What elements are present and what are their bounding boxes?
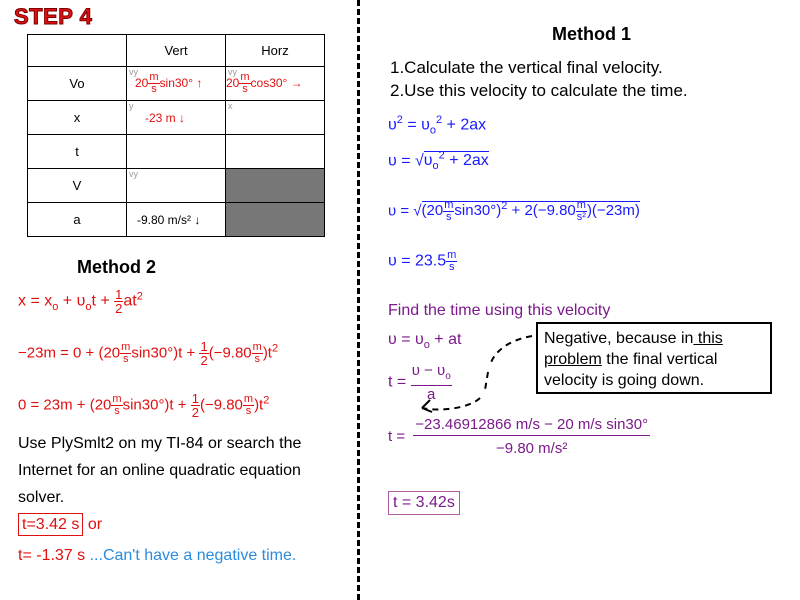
method1-eq5: $\upsilon = \upsilon_o$ + at [388,331,462,352]
method1-eq7: t = $\frac{\text{−23.46912866 m/s − 20 m/s sin30°}}{\text{−9.80 m/s²}}$ [388,416,649,457]
method1-answer: t = 3.42s [388,491,460,515]
x-horz-cell [226,101,325,135]
method1-eq2: $\upsilon = √\upsilon_o^2 + 2ax$ [388,150,489,173]
method2-title: Method 2 [77,257,156,277]
x-vert-value: -23 m ↓ [145,111,186,125]
vo-vert-sub: vy [129,67,138,77]
vo-horz-cell [226,67,325,101]
note-text-pre: Negative, because in [544,330,694,347]
x-vert-sub: y [129,101,134,111]
vo-vert-value: 20 $\frac{m}{s}$ sin30° ↑ [135,71,203,95]
v-vert-sub: vy [129,169,138,179]
a-vert-value: -9.80 m/s² ↓ [137,213,201,227]
method1-eq4: υ = 23.5 $\frac{m}{s}$ [388,249,457,273]
method1-step2: 2.Use this velocity to calculate the time. [390,81,688,100]
method1-eq7-num: −23.46912866 m/s − 20 m/s sin30° [413,416,650,436]
v-horz-cell-shaded [226,169,325,203]
a-vert-cell [127,203,226,237]
method2-answer1: t=3.42 s [18,513,83,536]
row-label-x: x [28,101,127,135]
method1-find-time: Find the time using this velocity [388,302,611,319]
method1-title: Method 1 [552,24,631,44]
header-vert: Vert [127,35,226,67]
vo-vert-cell [127,67,226,101]
method1-step1: 1.Calculate the vertical final velocity. [390,58,663,77]
step-title: STEP 4 [14,4,93,29]
method1-eq3: υ = √(20 $\frac{m}{s}$ sin30°)$^2$ + 2(−9.80 $\frac{m}{\text{s²}}$ )(−23m) [388,199,640,223]
dashed-divider [357,0,360,600]
method1-eq7-den: −9.80 m/s² [496,440,568,457]
note-text-underlined: this problem [544,330,723,368]
row-label-v: V [28,169,127,203]
row-label-vo: Vo [28,67,127,101]
v-vert-cell [127,169,226,203]
row-label-t: t [28,135,127,169]
method2-instructions: Use PlySmlt2 on my TI-84 or search the Internet for an online quadratic equation solver. [18,435,302,506]
header-horz: Horz [226,35,325,67]
method2-eq2: −23m = 0 + (20 $\frac{m}{s}$ sin30°)t + $\frac{1}{2}$ (−9.80 $\frac{m}{s}$ )$t^2$ [18,339,279,368]
vo-horz-sub: vy [228,67,237,77]
method1-eq6: t = $\frac{\upsilon - \upsilon_o}{a}$ [388,362,451,403]
kinematics-table [27,34,325,237]
x-horz-sub: x [228,101,233,111]
x-vert-cell [127,101,226,135]
t-vert-cell [127,135,226,169]
method2-answer-line [18,516,102,534]
t-horz-cell [226,135,325,169]
annotation-dashed-arrow [400,330,540,420]
vo-horz-value: 20 $\frac{m}{s}$ cos30° → [226,71,303,95]
method2-answer2-line [18,547,296,565]
method2-answer2: t= -1.37 s [18,547,86,564]
header-empty [28,35,127,67]
note-text-post: the final vertical velocity is going down. [544,351,718,389]
method2-eq3: 0 = 23m + (20 $\frac{m}{s}$ sin30°)t + $\frac{1}{2}$ (−9.80 $\frac{m}{s}$ )$t^2$ [18,391,270,420]
note-box [536,322,772,394]
a-horz-cell-shaded [226,203,325,237]
row-label-a: a [28,203,127,237]
method2-eq1: $x = x_o + \upsilon_ot$ + $\frac{1}{2}$ $at^2$ [18,287,143,316]
method1-eq1: $\upsilon^2 = \upsilon_o^2 + 2ax$ [388,114,487,137]
method2-answer2-note: ...Can't have a negative time. [89,547,297,564]
method2-or: or [87,516,103,533]
